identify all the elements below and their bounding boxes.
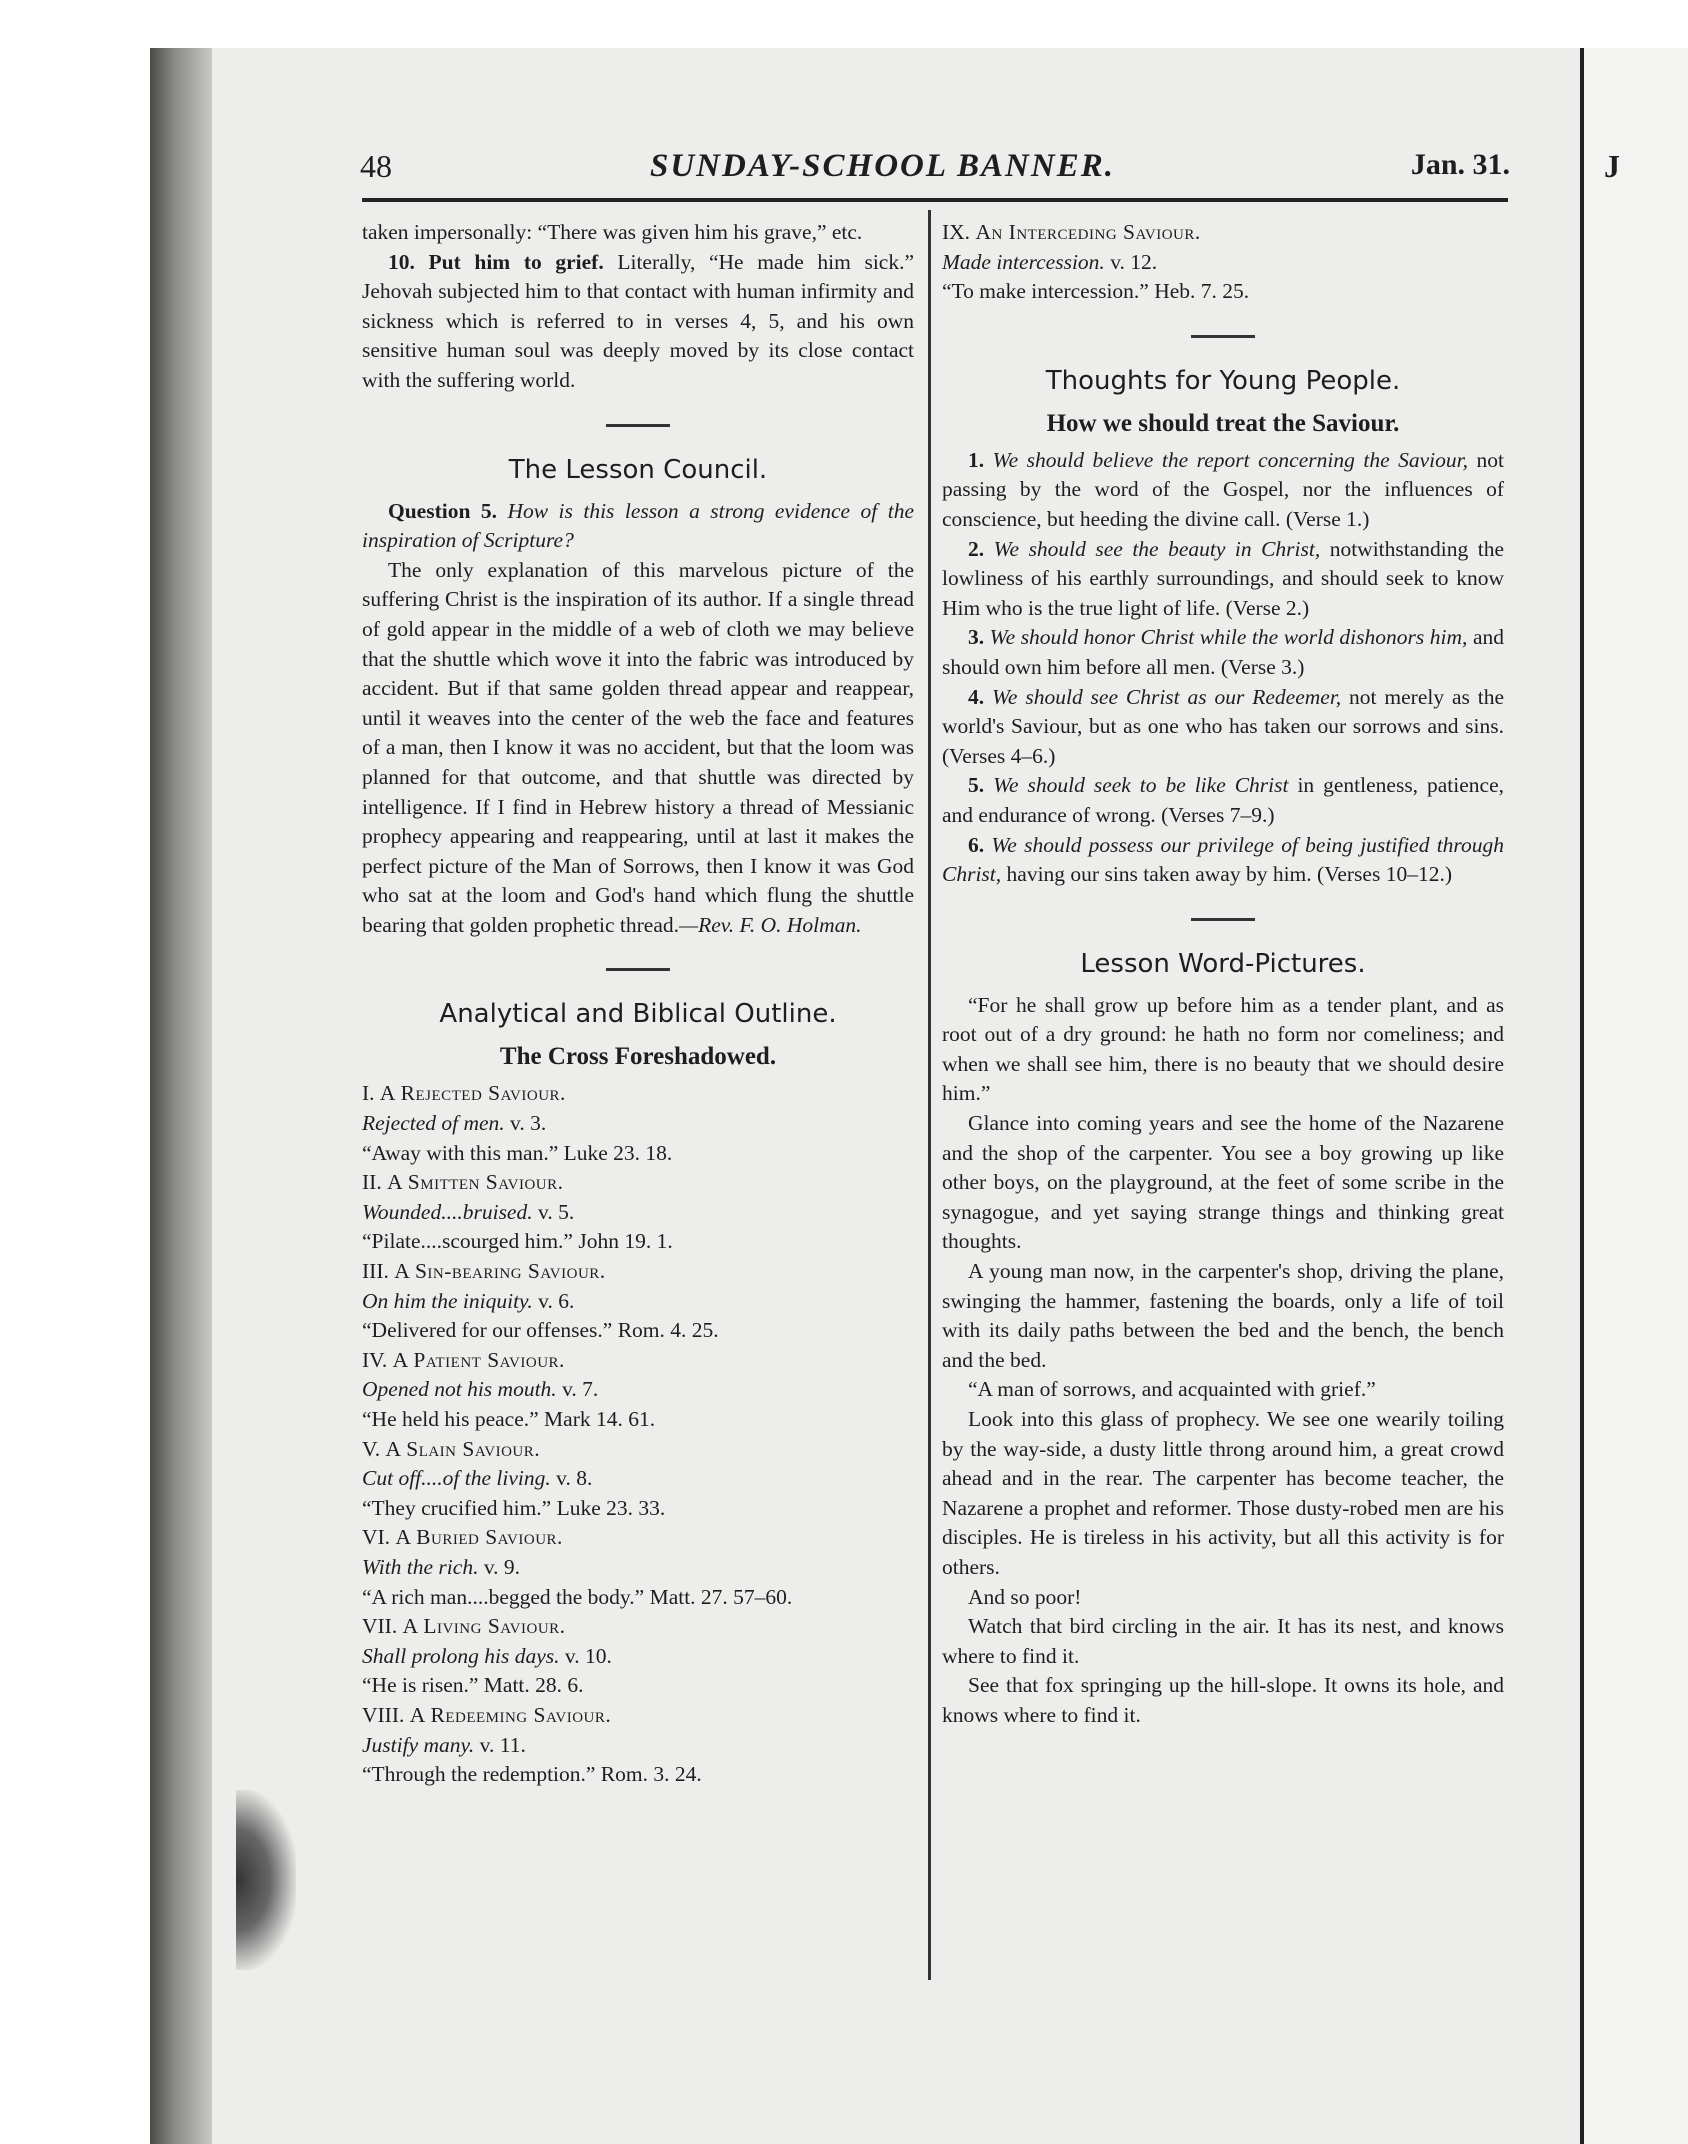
outline-quote: “Pilate....scourged him.” John 19. 1. xyxy=(362,1229,673,1254)
outline-text xyxy=(362,1642,914,1672)
outline-text-italic: Justify many. xyxy=(362,1732,475,1757)
outline-quote: “He held his peace.” Mark 14. 61. xyxy=(362,1407,656,1431)
outline-number: V. xyxy=(362,1436,381,1461)
outline-text xyxy=(362,1731,914,1761)
thought-italic: We should seek to be like Christ xyxy=(993,773,1289,798)
thought-item xyxy=(942,771,1504,830)
outline-number: VIII. xyxy=(362,1702,405,1727)
outline-item xyxy=(362,1701,914,1731)
outline-text xyxy=(362,1198,914,1228)
thought-italic: We should honor Christ while the world dishonors him, xyxy=(989,625,1468,650)
outline-quote: “A rich man....begged the body.” Matt. 27. 57–60. xyxy=(362,1584,793,1609)
thoughts-list xyxy=(942,446,1504,890)
word-pictures-heading: Lesson Word-Pictures. xyxy=(1080,948,1366,979)
outline-quote: “They crucified him.” Luke 23. 33. xyxy=(362,1495,666,1520)
thought-rest: having our sins taken away by him. (Verses 10–12.) xyxy=(1001,862,1452,887)
thought-rest: not passing by the word of the Gospel, nor the influences of conscience, but heeding the divine call. (Verse 1.) xyxy=(942,447,1505,531)
question-label: Question 5. xyxy=(388,498,498,523)
question-text: How is this lesson a strong evidence of the inspiration of Scripture? xyxy=(362,498,914,553)
outline-quote: “Away with this man.” Luke 23. 18. xyxy=(362,1140,673,1165)
outline-head: A Living Saviour. xyxy=(402,1614,566,1639)
outline-text-italic: With the rich. xyxy=(362,1554,479,1579)
thought-number: 1. xyxy=(968,447,985,472)
column-divider xyxy=(928,210,931,1980)
outline-item xyxy=(362,1257,914,1287)
outline-text-italic: Opened not his mouth. xyxy=(362,1377,557,1402)
word-picture-paragraph: See that fox springing up the hill-slope. It owns its hole, and knows where to find it. xyxy=(942,1673,1504,1727)
page-stain xyxy=(236,1790,296,1970)
outline-quote: “To make intercession.” Heb. 7. 25. xyxy=(942,279,1250,304)
outline-ref: v. 3. xyxy=(504,1111,547,1136)
word-picture-paragraph: Glance into coming years and see the home of the Nazarene and the shop of the carpenter. You see a boy growing up like other boys, on the playground, at the feet of some scribe in the synagogue, and yet saying strange things and thinking great thoughts. xyxy=(942,1111,1504,1254)
continued-paragraph: taken impersonally: “There was given him his grave,” etc. xyxy=(362,220,863,244)
outline-item xyxy=(362,1612,914,1642)
outline-text xyxy=(362,1287,914,1317)
outline-head: A Smitten Saviour. xyxy=(387,1170,564,1195)
council-answer xyxy=(362,556,914,941)
outline-ref: v. 12. xyxy=(1104,249,1158,274)
outline-quote: “He is risen.” Matt. 28. 6. xyxy=(362,1673,584,1698)
outline-ref: v. 7. xyxy=(556,1377,599,1402)
section-divider xyxy=(1191,918,1255,921)
outline-number: VII. xyxy=(362,1614,398,1639)
outline-head: An Interceding Saviour. xyxy=(975,220,1201,244)
verse-10-note xyxy=(362,248,914,396)
outline-text-italic: Shall prolong his days. xyxy=(362,1643,560,1668)
outline-text-italic: On him the iniquity. xyxy=(362,1288,533,1313)
outline-text-italic: Cut off....of the living. xyxy=(362,1466,551,1491)
outline-text xyxy=(362,1109,914,1139)
outline-subheading: The Cross Foreshadowed. xyxy=(499,1043,777,1071)
verse-10-label: 10. Put him to grief. xyxy=(388,249,604,274)
next-page-fragment: J xyxy=(1604,148,1620,184)
outline-number: IV. xyxy=(362,1347,388,1372)
outline-head: A Redeeming Saviour. xyxy=(409,1702,612,1727)
word-picture-paragraph: Watch that bird circling in the air. It has its nest, and knows where to find it. xyxy=(942,1614,1504,1668)
outline-number: I. xyxy=(362,1081,375,1106)
word-picture-paragraph: And so poor! xyxy=(968,1584,1082,1609)
thought-italic: We should see Christ as our Redeemer, xyxy=(992,684,1342,709)
outline-item xyxy=(362,1168,914,1198)
outline-ref: v. 9. xyxy=(478,1554,521,1579)
outline-text-italic: Made intercession. xyxy=(942,249,1105,274)
thought-number: 4. xyxy=(968,684,985,709)
thought-number: 2. xyxy=(968,536,985,561)
right-column xyxy=(942,218,1504,1731)
outline-number: IX. xyxy=(942,220,971,244)
book-spine-edge xyxy=(150,48,212,2144)
thought-italic: We should see the beauty in Christ, xyxy=(993,536,1321,561)
outline-item-ix xyxy=(942,218,1504,248)
outline-item xyxy=(362,1079,914,1109)
outline-quote: “Through the redemption.” Rom. 3. 24. xyxy=(362,1762,702,1787)
section-divider xyxy=(606,968,670,971)
outline-number: VI. xyxy=(362,1525,391,1550)
issue-date: Jan. 31. xyxy=(1410,148,1510,181)
verse-10-text: Literally, “He made him sick.” Jehovah subjected him to that contact with human infirmity and sickness which is referred to in verses 4, 5, and his own sensitive human soul was deeply moved by its close contact with the suffering world. xyxy=(362,249,915,392)
outline-item xyxy=(362,1435,914,1465)
section-divider xyxy=(1191,335,1255,338)
page-number: 48 xyxy=(360,148,392,184)
thought-item xyxy=(942,683,1504,772)
answer-text: The only explanation of this marvelous picture of the suffering Christ is the inspiration of its author. If a single thread of gold appear in the middle of a web of cloth we may believe that the shuttle which wove it into the fabric was introduced by accident. But if that same golden thread appear and reappear, until it weaves into the center of the web the face and features of a man, then I know it was no accident, but that the loom was planned for that outcome, and that shuttle was directed by intelligence. If I find in Hebrew history a thread of Messianic prophecy appearing and reappearing, until at last it makes the perfect picture of the Man of Sorrows, then I know it was God who sat at the loom and God's hand which flung the shuttle bearing that golden prophetic thread. xyxy=(362,557,914,937)
word-picture-paragraph: A young man now, in the carpenter's shop, driving the plane, swinging the hammer, fastening the boards, only a life of toil with its daily paths between the bed and the bench, the bench and the bed. xyxy=(942,1259,1504,1372)
outline-head: A Buried Saviour. xyxy=(395,1525,563,1550)
outline-ref: v. 10. xyxy=(559,1643,612,1668)
thoughts-subheading: How we should treat the Saviour. xyxy=(1046,409,1400,437)
outline-text xyxy=(362,1375,914,1405)
page-header xyxy=(360,148,1510,188)
outline-list xyxy=(362,1079,914,1789)
outline-text xyxy=(362,1464,914,1494)
outline-head: A Rejected Saviour. xyxy=(379,1081,566,1106)
next-page-edge xyxy=(1580,48,1688,2144)
outline-head: A Patient Saviour. xyxy=(392,1347,565,1372)
outline-ref: v. 11. xyxy=(474,1732,526,1757)
thought-italic: We should possess our privilege of being justified through Christ, xyxy=(942,832,1505,887)
answer-author: —Rev. F. O. Holman. xyxy=(679,912,862,937)
outline-text-italic: Rejected of men. xyxy=(362,1111,505,1136)
outline-text xyxy=(942,248,1504,278)
word-picture-paragraph: Look into this glass of prophecy. We see one wearily toiling by the way-side, a dusty little throng around him, a great crowd ahead and in the rear. The carpenter has become teacher, the Nazarene a prophet and reformer. Those dusty-robed men are his disciples. He is tireless in his activity, but all this activity is for others. xyxy=(942,1407,1504,1579)
outline-number: II. xyxy=(362,1170,382,1195)
thoughts-heading: Thoughts for Young People. xyxy=(1045,365,1401,396)
thought-item xyxy=(942,535,1504,624)
thought-rest: notwithstanding the lowliness of his earthly surroundings, and should seek to know Him who is the true light of life. (Verse 2.) xyxy=(942,536,1504,620)
section-divider xyxy=(606,424,670,427)
left-column xyxy=(362,218,914,1790)
publication-title: SUNDAY-SCHOOL BANNER. xyxy=(650,148,1115,184)
outline-head: A Slain Saviour. xyxy=(385,1436,541,1461)
outline-heading: Analytical and Biblical Outline. xyxy=(439,999,837,1030)
thought-italic: We should believe the report concerning the Saviour, xyxy=(992,447,1469,472)
outline-ref: v. 8. xyxy=(550,1466,593,1491)
outline-head: A Sin-bearing Saviour. xyxy=(394,1259,606,1284)
lesson-council-heading: The Lesson Council. xyxy=(508,454,768,485)
outline-ref: v. 5. xyxy=(532,1199,575,1224)
thought-item xyxy=(942,446,1504,535)
outline-item xyxy=(362,1346,914,1376)
word-pictures-text xyxy=(942,991,1504,1731)
outline-text-italic: Wounded....bruised. xyxy=(362,1199,533,1224)
thought-rest: not merely as the world's Saviour, but as one who has taken our sorrows and sins. (Verses 4–6.) xyxy=(942,684,1505,768)
thought-rest: and should own him before all men. (Verse 3.) xyxy=(942,625,1505,679)
thought-item xyxy=(942,831,1504,890)
outline-number: III. xyxy=(362,1259,389,1284)
thought-number: 3. xyxy=(968,625,985,650)
header-rule xyxy=(362,198,1508,202)
word-picture-paragraph: “A man of sorrows, and acquainted with grief.” xyxy=(968,1377,1376,1402)
question-5 xyxy=(362,497,914,556)
outline-quote: “Delivered for our offenses.” Rom. 4. 25. xyxy=(362,1318,719,1343)
word-picture-paragraph: “For he shall grow up before him as a tender plant, and as root out of a dry ground: he hath no form nor comeliness; and when we shall see him, there is no beauty that we should desire him.” xyxy=(942,992,1504,1106)
thought-number: 5. xyxy=(968,773,985,798)
outline-ref: v. 6. xyxy=(532,1288,575,1313)
thought-item xyxy=(942,623,1504,682)
outline-item xyxy=(362,1523,914,1553)
thought-number: 6. xyxy=(968,832,985,857)
outline-text xyxy=(362,1553,914,1583)
thought-rest: in gentleness, patience, and endurance of wrong. (Verses 7–9.) xyxy=(942,773,1505,827)
